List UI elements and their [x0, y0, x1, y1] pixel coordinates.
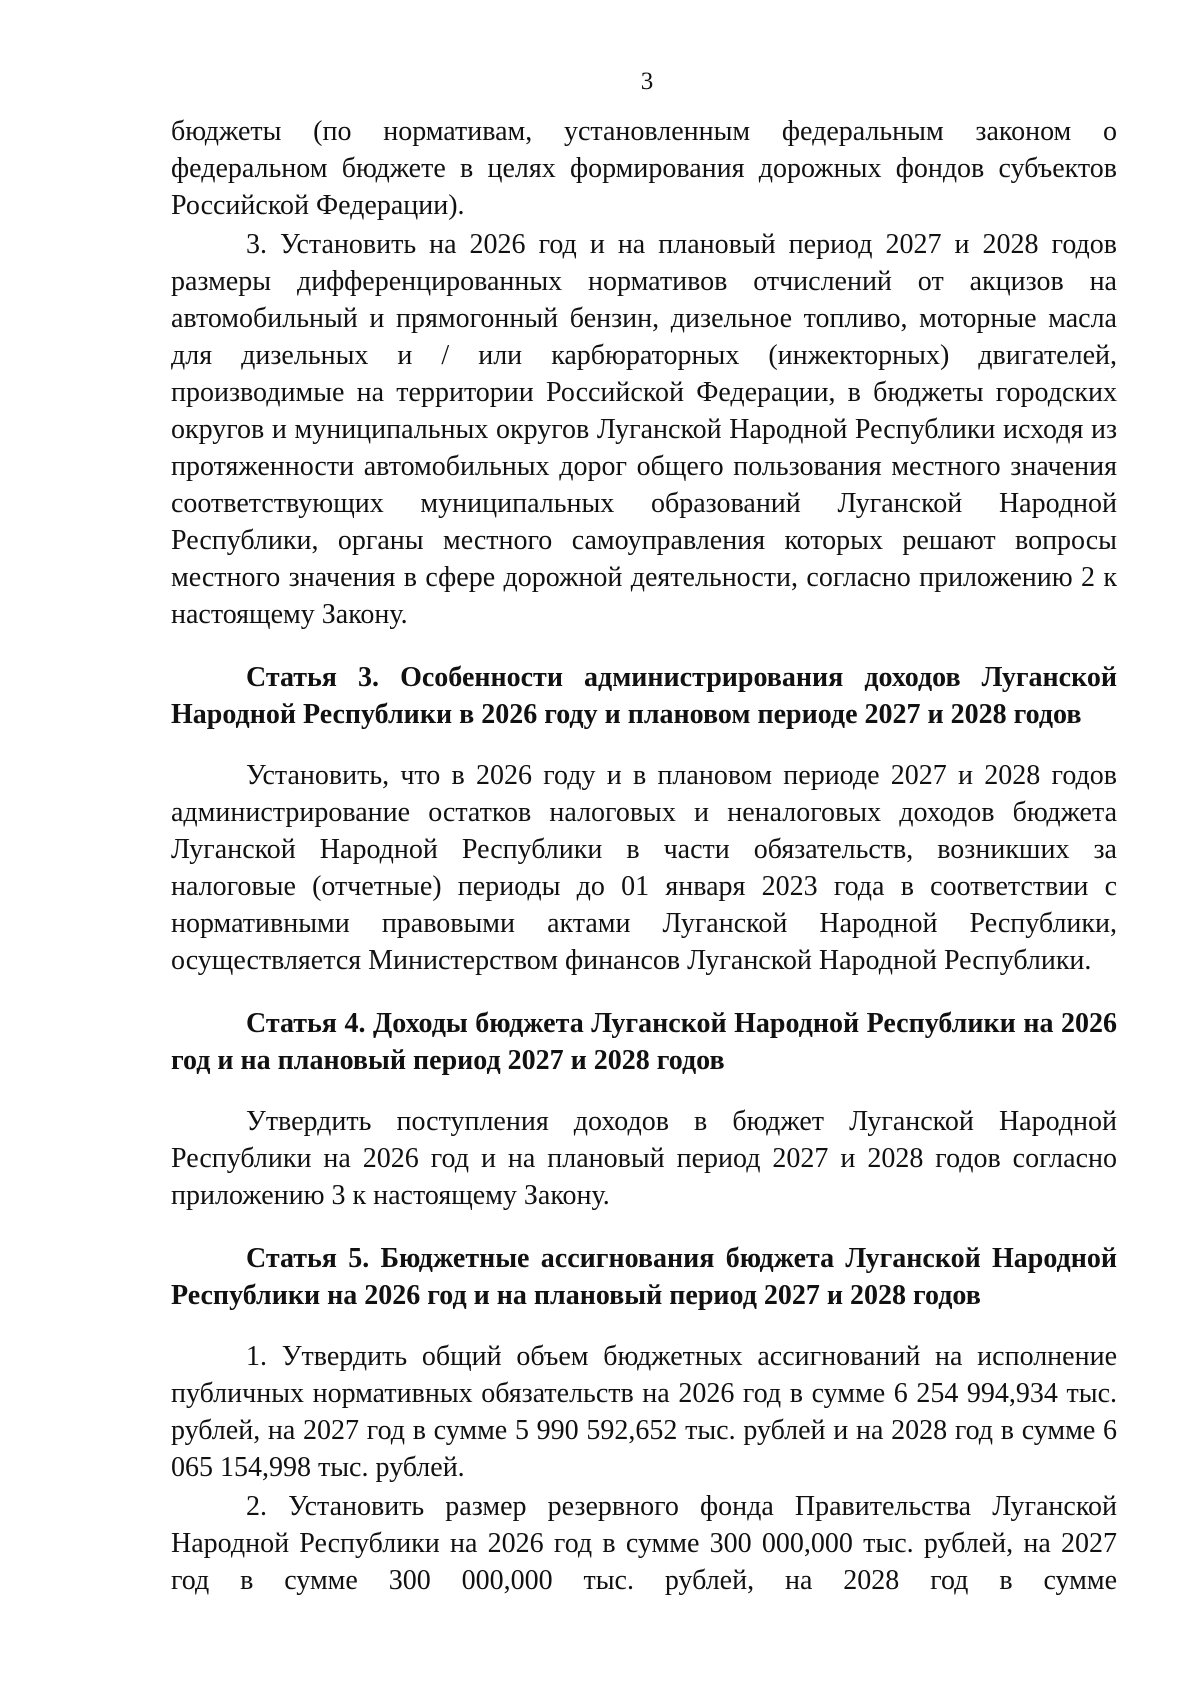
paragraph-article-5-clause-2: 2. Установить размер резервного фонда Правительства Луганской Народной Республики на 2026 год в сумме 300 000,000 тыс. рублей, на 2027 год в сумме 300 000,000 тыс. рублей, на 2028 год в сумме [171, 1491, 1117, 1596]
page-number: 3 [640, 68, 654, 95]
article-4-heading: Статья 4. Доходы бюджета Луганской Народной Республики на 2026 год и на плановый период 2027 и 2028 годов [171, 1008, 1117, 1076]
paragraph-clause-3: 3. Установить на 2026 год и на плановый период 2027 и 2028 годов размеры дифференцированных нормативов отчислений от акцизов на автомобильный и прямогонный бензин, дизельное топливо, моторные масла для дизельных и / или карбюраторных (инжекторных) двигателей, производимые на территории Российской Федерации, в бюджеты городских округов и муниципальных округов Луганской Народной Республики исходя из протяженности автомобильных дорог общего пользования местного значения соответствующих муниципальных образований Луганской Народной Республики, органы местного самоуправления которых решают вопросы местного значения в сфере дорожной деятельности, согласно приложению 2 к настоящему Закону. [171, 229, 1117, 630]
article-5-heading: Статья 5. Бюджетные ассигнования бюджета Луганской Народной Республики на 2026 год и на плановый период 2027 и 2028 годов [171, 1243, 1117, 1311]
article-3-heading: Статья 3. Особенности администрирования доходов Луганской Народной Республики в 2026 году и плановом периоде 2027 и 2028 годов [171, 662, 1117, 730]
paragraph-article-3-body: Установить, что в 2026 году и в плановом периоде 2027 и 2028 годов администрирование остатков налоговых и неналоговых доходов бюджета Луганской Народной Республики в части обязательств, возникших за налоговые (отчетные) периоды до 01 января 2023 года в соответствии с нормативными правовыми актами Луганской Народной Республики, осуществляется Министерством финансов Луганской Народной Республики. [171, 760, 1117, 976]
paragraph-budgets-continuation: бюджеты (по нормативам, установленным федеральным законом о федеральном бюджете в целях формирования дорожных фондов субъектов Российской Федерации). [171, 116, 1117, 221]
paragraph-article-4-body: Утвердить поступления доходов в бюджет Луганской Народной Республики на 2026 год и на плановый период 2027 и 2028 годов согласно приложению 3 к настоящему Закону. [171, 1106, 1117, 1211]
document-body [171, 113, 1117, 1599]
paragraph-article-5-clause-1: 1. Утвердить общий объем бюджетных ассигнований на исполнение публичных нормативных обязательств на 2026 год в сумме 6 254 994,934 тыс. рублей, на 2027 год в сумме 5 990 592,652 тыс. рублей и на 2028 год в сумме 6 065 154,998 тыс. рублей. [171, 1341, 1117, 1483]
